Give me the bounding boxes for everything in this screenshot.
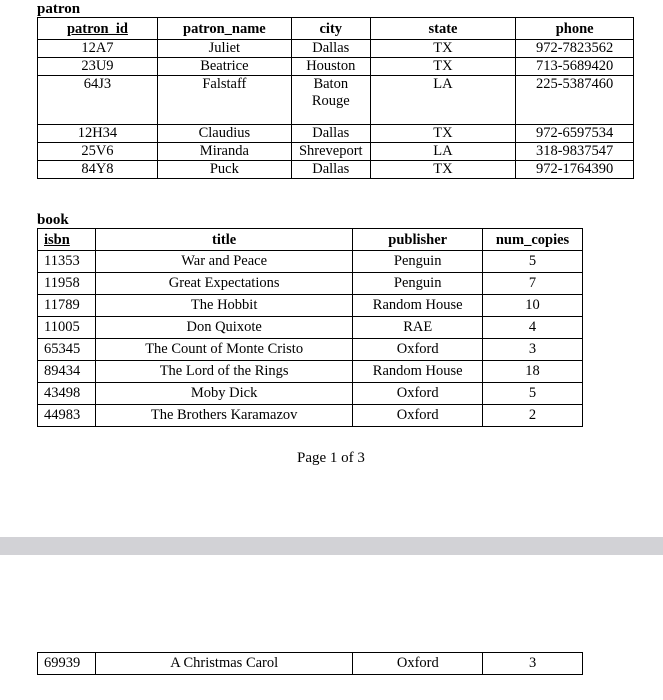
cell-phone: 972-1764390 xyxy=(516,161,634,179)
cell-num-copies: 3 xyxy=(483,339,583,361)
cell-patron-name: Puck xyxy=(157,161,291,179)
cell-isbn: 11005 xyxy=(38,317,96,339)
cell-publisher: RAE xyxy=(353,317,483,339)
cell-state: TX xyxy=(370,40,516,58)
cell-isbn: 11958 xyxy=(38,273,96,295)
book-header-isbn: isbn xyxy=(38,229,96,251)
patron-header-phone: phone xyxy=(516,18,634,40)
cell-patron-id: 25V6 xyxy=(38,143,158,161)
table-row xyxy=(38,251,583,273)
cell-publisher: Random House xyxy=(353,295,483,317)
page-break-divider xyxy=(0,537,663,555)
cell-num-copies: 18 xyxy=(483,361,583,383)
cell-city: Houston xyxy=(291,58,370,76)
cell-patron-id: 64J3 xyxy=(38,76,158,125)
cell-publisher: Oxford xyxy=(353,383,483,405)
cell-patron-id: 12H34 xyxy=(38,125,158,143)
cell-publisher: Oxford xyxy=(353,653,483,675)
cell-num-copies: 5 xyxy=(483,251,583,273)
cell-title: Don Quixote xyxy=(95,317,352,339)
table-row xyxy=(38,653,583,675)
cell-state: TX xyxy=(370,125,516,143)
cell-publisher: Penguin xyxy=(353,251,483,273)
book-header-title: title xyxy=(95,229,352,251)
patron-header-row xyxy=(38,18,634,40)
book-table-label: book xyxy=(37,212,69,228)
table-row xyxy=(38,58,634,76)
cell-state: LA xyxy=(370,76,516,125)
table-row xyxy=(38,125,634,143)
cell-city: Dallas xyxy=(291,125,370,143)
cell-title: A Christmas Carol xyxy=(95,653,352,675)
cell-state: TX xyxy=(370,161,516,179)
table-row xyxy=(38,161,634,179)
cell-isbn: 65345 xyxy=(38,339,96,361)
table-row xyxy=(38,361,583,383)
page-number: Page 1 of 3 xyxy=(297,450,365,466)
patron-header-state: state xyxy=(370,18,516,40)
cell-state: TX xyxy=(370,58,516,76)
cell-isbn: 11353 xyxy=(38,251,96,273)
cell-title: Moby Dick xyxy=(95,383,352,405)
cell-isbn: 11789 xyxy=(38,295,96,317)
cell-publisher: Oxford xyxy=(353,339,483,361)
cell-num-copies: 4 xyxy=(483,317,583,339)
cell-title: The Brothers Karamazov xyxy=(95,405,352,427)
cell-num-copies: 5 xyxy=(483,383,583,405)
cell-publisher: Penguin xyxy=(353,273,483,295)
patron-header-patron-name: patron_name xyxy=(157,18,291,40)
cell-isbn: 43498 xyxy=(38,383,96,405)
cell-num-copies: 2 xyxy=(483,405,583,427)
table-row xyxy=(38,339,583,361)
cell-patron-name: Juliet xyxy=(157,40,291,58)
cell-phone: 972-6597534 xyxy=(516,125,634,143)
table-row xyxy=(38,383,583,405)
cell-city: Dallas xyxy=(291,161,370,179)
book-header-num-copies: num_copies xyxy=(483,229,583,251)
table-row xyxy=(38,76,634,125)
cell-phone: 225-5387460 xyxy=(516,76,634,125)
cell-phone: 972-7823562 xyxy=(516,40,634,58)
table-row xyxy=(38,273,583,295)
cell-patron-name: Beatrice xyxy=(157,58,291,76)
cell-num-copies: 7 xyxy=(483,273,583,295)
table-row xyxy=(38,40,634,58)
cell-title: War and Peace xyxy=(95,251,352,273)
cell-publisher: Oxford xyxy=(353,405,483,427)
patron-table xyxy=(37,17,634,179)
cell-patron-name: Claudius xyxy=(157,125,291,143)
cell-city: Shreveport xyxy=(291,143,370,161)
book-header-publisher: publisher xyxy=(353,229,483,251)
patron-header-city: city xyxy=(291,18,370,40)
cell-isbn: 69939 xyxy=(38,653,96,675)
cell-city: Baton Rouge xyxy=(291,76,370,125)
book-table xyxy=(37,228,583,427)
cell-patron-id: 12A7 xyxy=(38,40,158,58)
cell-title: The Lord of the Rings xyxy=(95,361,352,383)
table-row xyxy=(38,295,583,317)
cell-patron-name: Miranda xyxy=(157,143,291,161)
cell-state: LA xyxy=(370,143,516,161)
cell-title: Great Expectations xyxy=(95,273,352,295)
table-row xyxy=(38,405,583,427)
cell-title: The Hobbit xyxy=(95,295,352,317)
cell-city: Dallas xyxy=(291,40,370,58)
cell-num-copies: 10 xyxy=(483,295,583,317)
table-row xyxy=(38,317,583,339)
cell-patron-id: 84Y8 xyxy=(38,161,158,179)
cell-phone: 713-5689420 xyxy=(516,58,634,76)
cell-num-copies: 3 xyxy=(483,653,583,675)
cell-isbn: 44983 xyxy=(38,405,96,427)
cell-phone: 318-9837547 xyxy=(516,143,634,161)
table-row xyxy=(38,143,634,161)
book-header-row xyxy=(38,229,583,251)
book-table-continued xyxy=(37,652,583,675)
patron-header-patron-id: patron_id xyxy=(38,18,158,40)
cell-patron-name: Falstaff xyxy=(157,76,291,125)
cell-patron-id: 23U9 xyxy=(38,58,158,76)
patron-table-label: patron xyxy=(37,1,81,17)
cell-publisher: Random House xyxy=(353,361,483,383)
cell-title: The Count of Monte Cristo xyxy=(95,339,352,361)
cell-isbn: 89434 xyxy=(38,361,96,383)
